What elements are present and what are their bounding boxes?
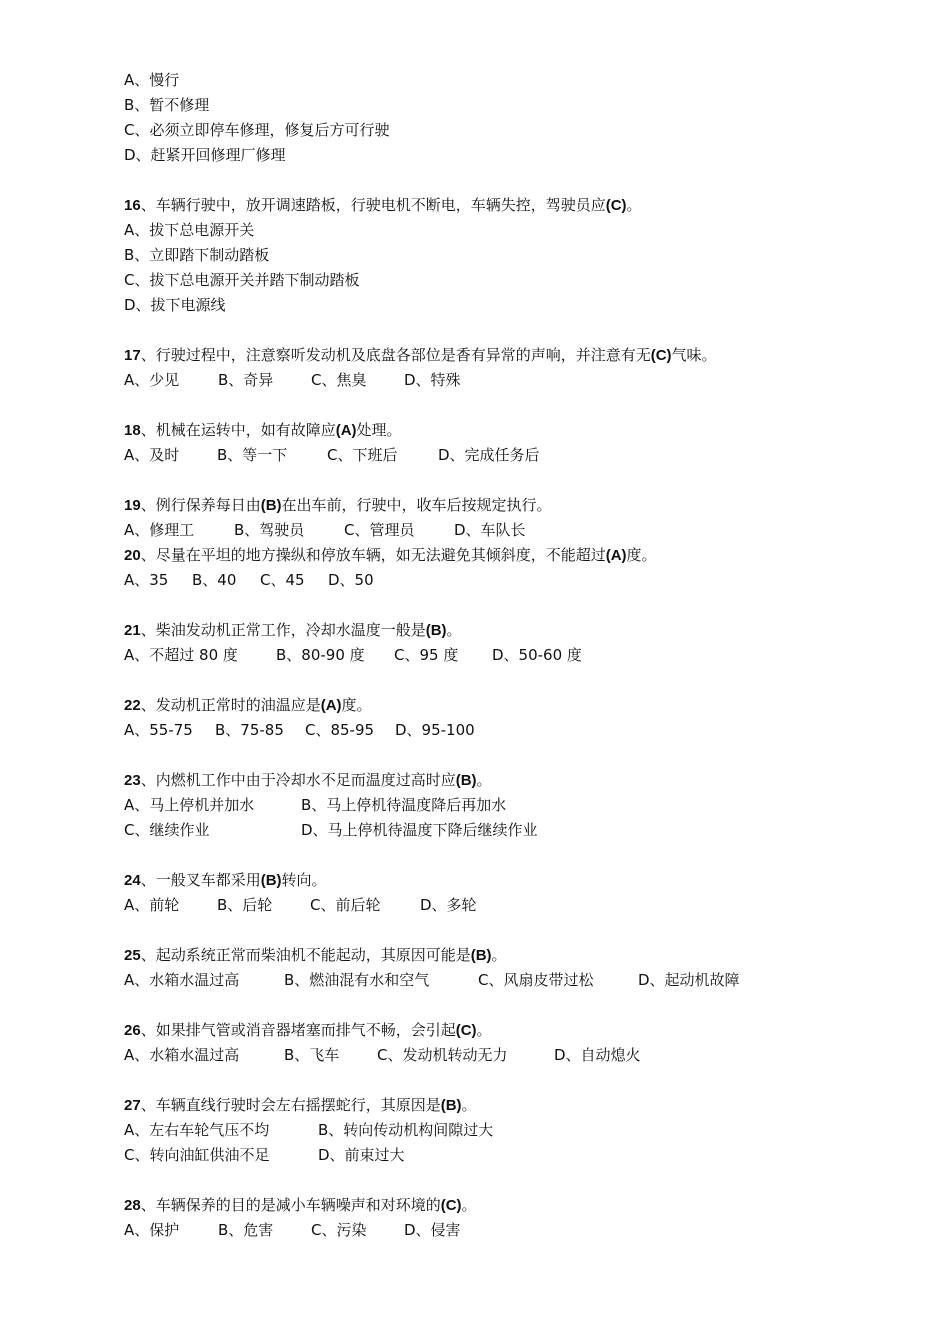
q15-option-d: D、赶紧开回修理厂修理 <box>124 146 286 164</box>
question-22: 22、发动机正常时的油温应是(A)度。 <box>124 696 372 714</box>
q27-option-a: A、左右车轮气压不均 <box>124 1121 270 1139</box>
q16-option-c: C、拔下总电源开关并踏下制动踏板 <box>124 271 360 289</box>
q28-option-a: A、保护 <box>124 1221 180 1239</box>
q28-option-b: B、危害 <box>218 1221 274 1239</box>
q20-option-a: A、35 <box>124 571 169 589</box>
q19-options <box>124 518 904 543</box>
q25-option-b: B、燃油混有水和空气 <box>284 971 430 989</box>
question-20: 20、尽量在平坦的地方操纵和停放车辆，如无法避免其倾斜度，不能超过(A)度。 <box>124 546 657 564</box>
q23-option-c: C、继续作业 <box>124 821 210 839</box>
q26-option-a: A、水箱水温过高 <box>124 1046 240 1064</box>
q21-option-b: B、80-90 度 <box>276 646 365 664</box>
question-18: 18、机械在运转中，如有故障应(A)处理。 <box>124 421 402 439</box>
question-24: 24、一般叉车都采用(B)转向。 <box>124 871 327 889</box>
q17-option-b: B、奇异 <box>218 371 274 389</box>
answer-27: (B) <box>440 1097 462 1114</box>
q22-option-b: B、75-85 <box>215 721 284 739</box>
q22-options <box>124 718 904 743</box>
q23-option-b: B、马上停机待温度降后再加水 <box>301 796 507 814</box>
q23-options-row1 <box>124 793 904 818</box>
answer-21: (B) <box>425 622 447 639</box>
question-17: 17、行驶过程中，注意察听发动机及底盘各部位是香有异常的声响，并注意有无(C)气味。 <box>124 346 717 364</box>
q17-option-c: C、焦臭 <box>311 371 367 389</box>
q18-option-c: C、下班后 <box>327 446 398 464</box>
q19-option-a: A、修理工 <box>124 521 195 539</box>
question-19: 19、例行保养每日由(B)在出车前，行驶中，收车后按规定执行。 <box>124 496 552 514</box>
question-26: 26、如果排气管或消音器堵塞而排气不畅，会引起(C)。 <box>124 1021 492 1039</box>
q24-options <box>124 893 904 918</box>
q27-options-row2 <box>124 1143 904 1168</box>
q22-option-c: C、85-95 <box>305 721 375 739</box>
q24-option-a: A、前轮 <box>124 896 180 914</box>
q25-option-d: D、起动机故障 <box>638 971 740 989</box>
answer-24: (B) <box>260 872 282 889</box>
q18-option-a: A、及时 <box>124 446 180 464</box>
q24-option-b: B、后轮 <box>217 896 273 914</box>
document-page <box>124 68 904 1243</box>
q28-option-d: D、侵害 <box>404 1221 461 1239</box>
q23-options-row2 <box>124 818 904 843</box>
q25-option-c: C、风扇皮带过松 <box>478 971 594 989</box>
q20-option-b: B、40 <box>192 571 237 589</box>
q17-option-a: A、少见 <box>124 371 180 389</box>
q18-option-b: B、等一下 <box>217 446 288 464</box>
question-21: 21、柴油发动机正常工作，冷却水温度一般是(B)。 <box>124 621 462 639</box>
q24-option-c: C、前后轮 <box>310 896 381 914</box>
q25-options <box>124 968 904 993</box>
q15-option-b: B、暂不修理 <box>124 96 210 114</box>
answer-26: (C) <box>455 1022 477 1039</box>
q19-option-b: B、驾驶员 <box>234 521 305 539</box>
q16-option-a: A、拔下总电源开关 <box>124 221 255 239</box>
q22-option-a: A、55-75 <box>124 721 193 739</box>
q22-option-d: D、95-100 <box>395 721 475 739</box>
answer-19: (B) <box>260 497 282 514</box>
q26-option-d: D、自动熄火 <box>554 1046 641 1064</box>
q21-option-d: D、50-60 度 <box>492 646 582 664</box>
answer-22: (A) <box>320 697 342 714</box>
q20-options <box>124 568 904 593</box>
answer-18: (A) <box>335 422 357 439</box>
q23-option-d: D、马上停机待温度下降后继续作业 <box>301 821 538 839</box>
answer-16: (C) <box>605 197 627 214</box>
question-28: 28、车辆保养的目的是减小车辆噪声和对环境的(C)。 <box>124 1196 477 1214</box>
q27-option-b: B、转向传动机构间隙过大 <box>318 1121 494 1139</box>
q17-options <box>124 368 904 393</box>
answer-23: (B) <box>455 772 477 789</box>
question-23: 23、内燃机工作中由于冷却水不足而温度过高时应(B)。 <box>124 771 492 789</box>
answer-17: (C) <box>650 347 672 364</box>
q20-option-d: D、50 <box>328 571 374 589</box>
q15-option-c: C、必须立即停车修理，修复后方可行驶 <box>124 121 390 139</box>
q18-options <box>124 443 904 468</box>
q28-option-c: C、污染 <box>311 1221 367 1239</box>
q24-option-d: D、多轮 <box>420 896 477 914</box>
q21-options <box>124 643 904 668</box>
q20-option-c: C、45 <box>260 571 305 589</box>
q15-option-a: A、慢行 <box>124 71 180 89</box>
q17-option-d: D、特殊 <box>404 371 461 389</box>
answer-28: (C) <box>440 1197 462 1214</box>
q26-options <box>124 1043 904 1068</box>
answer-25: (B) <box>470 947 492 964</box>
q19-option-c: C、管理员 <box>344 521 415 539</box>
question-27: 27、车辆直线行驶时会左右摇摆蛇行，其原因是(B)。 <box>124 1096 477 1114</box>
q27-options-row1 <box>124 1118 904 1143</box>
q19-option-d: D、车队长 <box>454 521 526 539</box>
q27-option-c: C、转向油缸供油不足 <box>124 1146 270 1164</box>
q21-option-c: C、95 度 <box>394 646 459 664</box>
q21-option-a: A、不超过 80 度 <box>124 646 238 664</box>
q26-option-c: C、发动机转动无力 <box>377 1046 508 1064</box>
q28-options <box>124 1218 904 1243</box>
q27-option-d: D、前束过大 <box>318 1146 405 1164</box>
question-16: 16、车辆行驶中，放开调速踏板，行驶电机不断电，车辆失控，驾驶员应(C)。 <box>124 196 642 214</box>
q23-option-a: A、马上停机并加水 <box>124 796 255 814</box>
q18-option-d: D、完成任务后 <box>438 446 540 464</box>
q16-option-d: D、拔下电源线 <box>124 296 226 314</box>
q16-option-b: B、立即踏下制动踏板 <box>124 246 270 264</box>
question-25: 25、起动系统正常而柴油机不能起动，其原因可能是(B)。 <box>124 946 507 964</box>
q26-option-b: B、飞车 <box>284 1046 340 1064</box>
q25-option-a: A、水箱水温过高 <box>124 971 240 989</box>
answer-20: (A) <box>605 547 627 564</box>
